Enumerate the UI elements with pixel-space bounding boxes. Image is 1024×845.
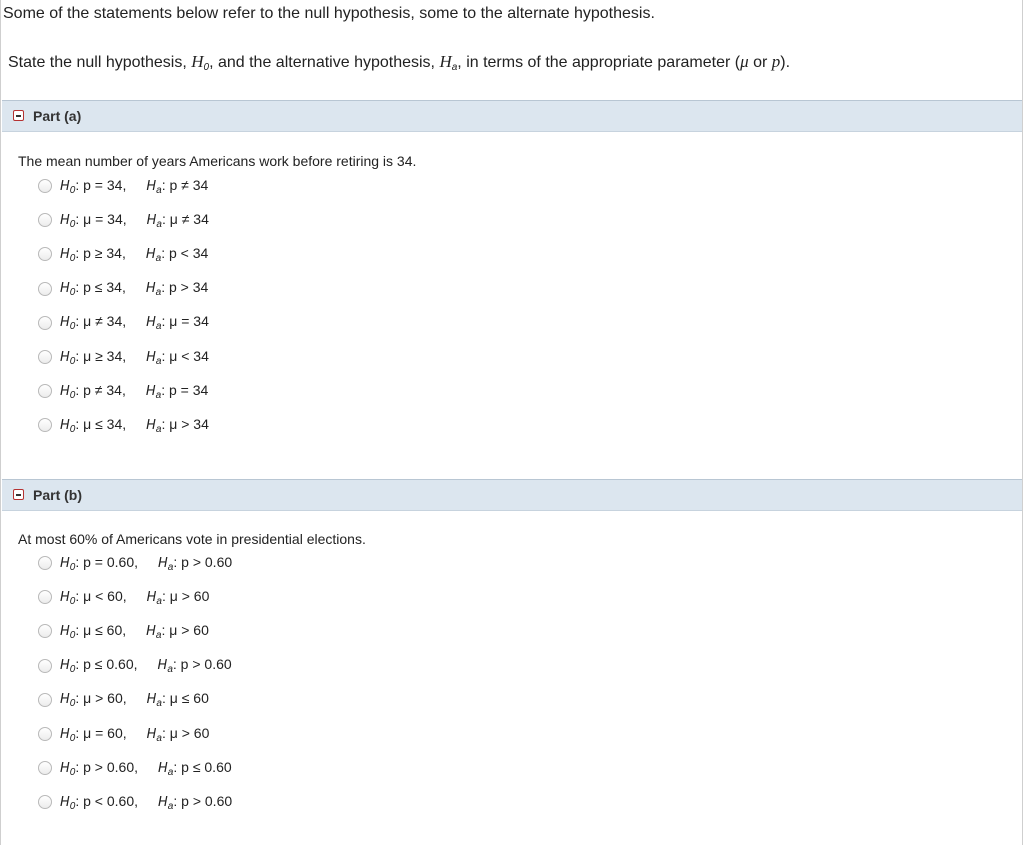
h-symbol: H: [60, 349, 70, 365]
alternative-hypothesis: [146, 622, 209, 641]
null-hypothesis: [60, 725, 127, 744]
alternative-hypothesis: [147, 725, 210, 744]
alt-relation: > 34: [177, 415, 209, 432]
alt-relation: > 60: [177, 724, 210, 741]
h-symbol: H: [60, 760, 70, 776]
null-hypothesis: [60, 416, 126, 435]
colon: :: [75, 244, 80, 261]
alternative-hypothesis: [147, 588, 210, 607]
null-hypothesis: [60, 690, 127, 709]
colon: :: [75, 792, 80, 809]
null-relation: ≤ 0.60,: [90, 656, 138, 673]
alternative-hypothesis: [146, 245, 208, 264]
alt-relation: < 34: [176, 244, 209, 261]
colon: :: [75, 176, 80, 193]
h-symbol: H: [146, 315, 156, 331]
collapse-icon[interactable]: [13, 489, 24, 500]
radio-button[interactable]: [38, 350, 52, 364]
alt-relation: = 34: [177, 313, 209, 330]
parameter: p: [181, 553, 189, 570]
h-symbol: H: [157, 658, 168, 674]
alt-relation: > 0.60: [188, 792, 233, 809]
ha-symbol: H: [439, 52, 452, 71]
ha-subscript: a: [156, 732, 162, 744]
ha-subscript: a: [155, 389, 162, 401]
h-symbol: H: [146, 349, 156, 365]
radio-button[interactable]: [38, 384, 52, 398]
parameter: μ: [83, 724, 92, 741]
alternative-hypothesis: [146, 348, 209, 367]
parameter: p: [180, 656, 189, 673]
alternative-hypothesis: [147, 690, 209, 709]
colon: :: [173, 553, 178, 570]
alt-relation: = 34: [176, 381, 209, 398]
null-hypothesis: [60, 622, 126, 641]
colon: :: [75, 758, 80, 775]
alternative-hypothesis: [158, 656, 232, 675]
h-symbol: H: [60, 383, 70, 399]
null-hypothesis: [60, 245, 126, 264]
h-symbol: H: [60, 178, 70, 194]
h-symbol: H: [60, 212, 70, 228]
ha-subscript: a: [155, 287, 162, 299]
h-symbol: H: [60, 692, 70, 708]
alternative-hypothesis: [146, 279, 208, 298]
h0-subscript: 0: [69, 355, 76, 367]
ha-subscript: a: [167, 664, 173, 676]
h0-subscript: 0: [69, 321, 76, 333]
collapse-icon[interactable]: [13, 110, 24, 121]
ha-subscript: a: [156, 595, 162, 607]
colon: :: [161, 313, 166, 330]
h-symbol: H: [145, 383, 156, 399]
parameter: p: [169, 176, 178, 193]
h0-subscript: 0: [69, 629, 76, 641]
alt-relation: > 60: [177, 621, 209, 638]
alternative-hypothesis: [147, 211, 209, 230]
h0-symbol: H: [191, 52, 204, 71]
ha-subscript: a: [451, 62, 458, 73]
h-symbol: H: [60, 623, 70, 639]
hypothesis-option[interactable]: [38, 587, 209, 607]
parameter: p: [181, 792, 189, 809]
colon: :: [161, 279, 166, 296]
hypothesis-option[interactable]: [38, 553, 232, 573]
colon: :: [161, 176, 166, 193]
null-hypothesis: [60, 279, 126, 298]
h-symbol: H: [146, 417, 156, 433]
h-symbol: H: [60, 726, 70, 742]
h0-subscript: 0: [69, 595, 76, 607]
ha-subscript: a: [155, 629, 162, 641]
radio-button[interactable]: [38, 179, 52, 193]
radio-button[interactable]: [38, 316, 52, 330]
instruction-text: State the null hypothesis,: [8, 54, 192, 71]
parameter: p: [168, 279, 177, 296]
parameter: μ: [169, 210, 178, 227]
alternative-hypothesis: [146, 382, 208, 401]
radio-button[interactable]: [38, 213, 52, 227]
parameter: p: [83, 381, 91, 398]
ha-subscript: a: [156, 698, 162, 710]
h0-subscript: 0: [203, 62, 210, 73]
h0-subscript: 0: [69, 218, 76, 230]
h-symbol: H: [158, 760, 168, 776]
alt-relation: < 34: [177, 347, 209, 364]
null-relation: = 34,: [90, 176, 127, 193]
instruction-text: or: [748, 54, 772, 71]
null-relation: = 34,: [91, 210, 127, 227]
colon: :: [75, 279, 80, 296]
hypothesis-option[interactable]: [38, 210, 209, 230]
h-symbol: H: [146, 178, 157, 194]
alt-relation: > 34: [176, 279, 209, 296]
colon: :: [161, 621, 166, 638]
h0-subscript: 0: [69, 252, 76, 264]
null-hypothesis: [60, 759, 138, 778]
hypothesis-option[interactable]: [38, 313, 209, 333]
h0-subscript: 0: [69, 423, 76, 435]
hypothesis-option[interactable]: [38, 792, 232, 812]
ha-subscript: a: [155, 321, 162, 333]
colon: :: [161, 381, 166, 398]
parameter: μ: [83, 210, 92, 227]
ha-subscript: a: [155, 423, 162, 435]
colon: :: [75, 553, 80, 570]
colon: :: [75, 313, 80, 330]
hypothesis-option[interactable]: [38, 724, 209, 744]
null-relation: ≤ 60,: [91, 621, 127, 638]
radio-button[interactable]: [38, 624, 52, 638]
h-symbol: H: [60, 246, 70, 262]
parameter: μ: [169, 587, 178, 604]
ha-subscript: a: [167, 561, 174, 573]
colon: :: [75, 724, 80, 741]
parameter: μ: [83, 415, 92, 432]
parameter: μ: [169, 347, 178, 364]
alt-relation: ≤ 0.60: [188, 758, 232, 775]
null-relation: > 60,: [91, 690, 127, 707]
parameter: μ: [83, 621, 92, 638]
h0-subscript: 0: [69, 766, 76, 778]
h-symbol: H: [146, 692, 157, 708]
colon: :: [75, 210, 80, 227]
alternative-hypothesis: [158, 554, 232, 573]
colon: :: [173, 792, 178, 809]
parameter: p: [83, 176, 91, 193]
parameter: p: [83, 792, 91, 809]
h-symbol: H: [60, 794, 70, 810]
h0-subscript: 0: [69, 184, 76, 196]
ha-subscript: a: [167, 800, 174, 812]
null-relation: > 0.60,: [90, 758, 139, 775]
hypothesis-option[interactable]: [38, 758, 232, 778]
parameter: μ: [169, 724, 178, 741]
colon: :: [161, 210, 166, 227]
radio-button[interactable]: [38, 659, 52, 673]
h0-subscript: 0: [69, 561, 76, 573]
alternative-hypothesis: [158, 793, 232, 812]
h0-subscript: 0: [69, 664, 76, 676]
null-hypothesis: [60, 793, 138, 812]
alt-relation: > 0.60: [188, 656, 232, 673]
hypothesis-option[interactable]: [38, 244, 208, 264]
radio-button[interactable]: [38, 693, 52, 707]
alternative-hypothesis: [146, 177, 208, 196]
h0-subscript: 0: [69, 800, 76, 812]
part-a-question: The mean number of years Americans work before retiring is 34.: [18, 153, 417, 169]
null-relation: ≥ 34,: [90, 244, 126, 261]
parameter: μ: [83, 587, 92, 604]
null-relation: < 0.60,: [90, 792, 139, 809]
alt-relation: > 60: [177, 587, 210, 604]
null-hypothesis: [60, 313, 126, 332]
part-b-header[interactable]: [2, 479, 1022, 511]
colon: :: [75, 347, 80, 364]
parameter: μ: [169, 415, 178, 432]
instruction-line-1: Some of the statements below refer to the null hypothesis, some to the alternate hypothesis.: [3, 5, 655, 22]
null-relation: ≠ 34,: [91, 313, 127, 330]
alt-relation: > 0.60: [188, 553, 233, 570]
parameter: p: [181, 758, 189, 775]
parameter: p: [83, 553, 91, 570]
hypothesis-option[interactable]: [38, 656, 232, 676]
parameter: p: [83, 656, 91, 673]
colon: :: [75, 621, 80, 638]
colon: :: [75, 415, 80, 432]
h-symbol: H: [145, 281, 156, 297]
radio-button[interactable]: [38, 590, 52, 604]
h-symbol: H: [60, 315, 70, 331]
p-symbol: p: [771, 52, 781, 71]
h-symbol: H: [146, 623, 156, 639]
null-relation: ≥ 34,: [91, 347, 127, 364]
alternative-hypothesis: [146, 313, 209, 332]
h-symbol: H: [60, 555, 70, 571]
h0-subscript: 0: [69, 732, 76, 744]
hypothesis-option[interactable]: [38, 621, 209, 641]
null-hypothesis: [60, 177, 126, 196]
null-hypothesis: [60, 382, 126, 401]
part-a-header[interactable]: [2, 100, 1022, 132]
h-symbol: H: [145, 246, 156, 262]
colon: :: [161, 244, 166, 261]
colon: :: [161, 690, 166, 707]
radio-button[interactable]: [38, 761, 52, 775]
hypothesis-option[interactable]: [38, 176, 208, 196]
h-symbol: H: [60, 281, 70, 297]
parameter: p: [83, 758, 91, 775]
parameter: μ: [169, 621, 178, 638]
null-hypothesis: [60, 211, 127, 230]
colon: :: [75, 690, 80, 707]
h0-subscript: 0: [69, 698, 76, 710]
ha-subscript: a: [167, 766, 174, 778]
null-hypothesis: [60, 588, 127, 607]
colon: :: [75, 656, 80, 673]
alt-relation: ≤ 60: [177, 690, 209, 707]
part-a-title: Part (a): [33, 108, 82, 124]
colon: :: [172, 656, 177, 673]
h-symbol: H: [158, 794, 168, 810]
radio-button[interactable]: [38, 556, 52, 570]
h-symbol: H: [146, 726, 157, 742]
instruction-text: ).: [780, 54, 791, 71]
parameter: p: [83, 279, 91, 296]
instruction-text: , in terms of the appropriate parameter (: [457, 54, 741, 71]
colon: :: [161, 415, 166, 432]
ha-subscript: a: [156, 184, 162, 196]
h-symbol: H: [146, 212, 157, 228]
radio-button[interactable]: [38, 795, 52, 809]
parameter: p: [168, 381, 177, 398]
parameter: μ: [83, 347, 92, 364]
h-symbol: H: [158, 555, 168, 571]
radio-button[interactable]: [38, 282, 52, 296]
instruction-line-2: [8, 53, 790, 77]
h-symbol: H: [60, 417, 70, 433]
parameter: μ: [169, 690, 178, 707]
hypothesis-option[interactable]: [38, 279, 208, 299]
colon: :: [161, 587, 166, 604]
alt-relation: ≠ 34: [177, 176, 209, 193]
h0-subscript: 0: [69, 389, 76, 401]
h-symbol: H: [60, 589, 70, 605]
null-relation: ≠ 34,: [90, 381, 126, 398]
hypothesis-option[interactable]: [38, 415, 209, 435]
hypothesis-option[interactable]: [38, 347, 209, 367]
alternative-hypothesis: [146, 416, 209, 435]
parameter: μ: [83, 313, 92, 330]
colon: :: [161, 724, 166, 741]
ha-subscript: a: [155, 355, 162, 367]
hypothesis-option[interactable]: [38, 690, 209, 710]
h-symbol: H: [146, 589, 157, 605]
null-relation: = 0.60,: [90, 553, 139, 570]
colon: :: [161, 347, 166, 364]
mu-symbol: μ: [740, 52, 749, 71]
null-hypothesis: [60, 554, 138, 573]
parameter: μ: [169, 313, 178, 330]
colon: :: [75, 381, 80, 398]
instruction-text: , and the alternative hypothesis,: [209, 54, 440, 71]
part-b-title: Part (b): [33, 487, 82, 503]
radio-button[interactable]: [38, 247, 52, 261]
radio-button[interactable]: [38, 727, 52, 741]
null-relation: = 60,: [91, 724, 127, 741]
h0-subscript: 0: [69, 287, 76, 299]
colon: :: [173, 758, 178, 775]
ha-subscript: a: [156, 218, 162, 230]
part-b-question: At most 60% of Americans vote in presidential elections.: [18, 531, 366, 547]
hypothesis-option[interactable]: [38, 381, 208, 401]
null-hypothesis: [60, 348, 126, 367]
null-relation: < 60,: [91, 587, 127, 604]
h-symbol: H: [60, 658, 70, 674]
null-hypothesis: [60, 656, 138, 675]
radio-button[interactable]: [38, 418, 52, 432]
colon: :: [75, 587, 80, 604]
null-relation: ≤ 34,: [90, 279, 126, 296]
alt-relation: ≠ 34: [177, 210, 209, 227]
parameter: p: [168, 244, 177, 261]
parameter: p: [83, 244, 91, 261]
ha-subscript: a: [155, 252, 162, 264]
alternative-hypothesis: [158, 759, 232, 778]
parameter: μ: [83, 690, 92, 707]
null-relation: ≤ 34,: [91, 415, 127, 432]
